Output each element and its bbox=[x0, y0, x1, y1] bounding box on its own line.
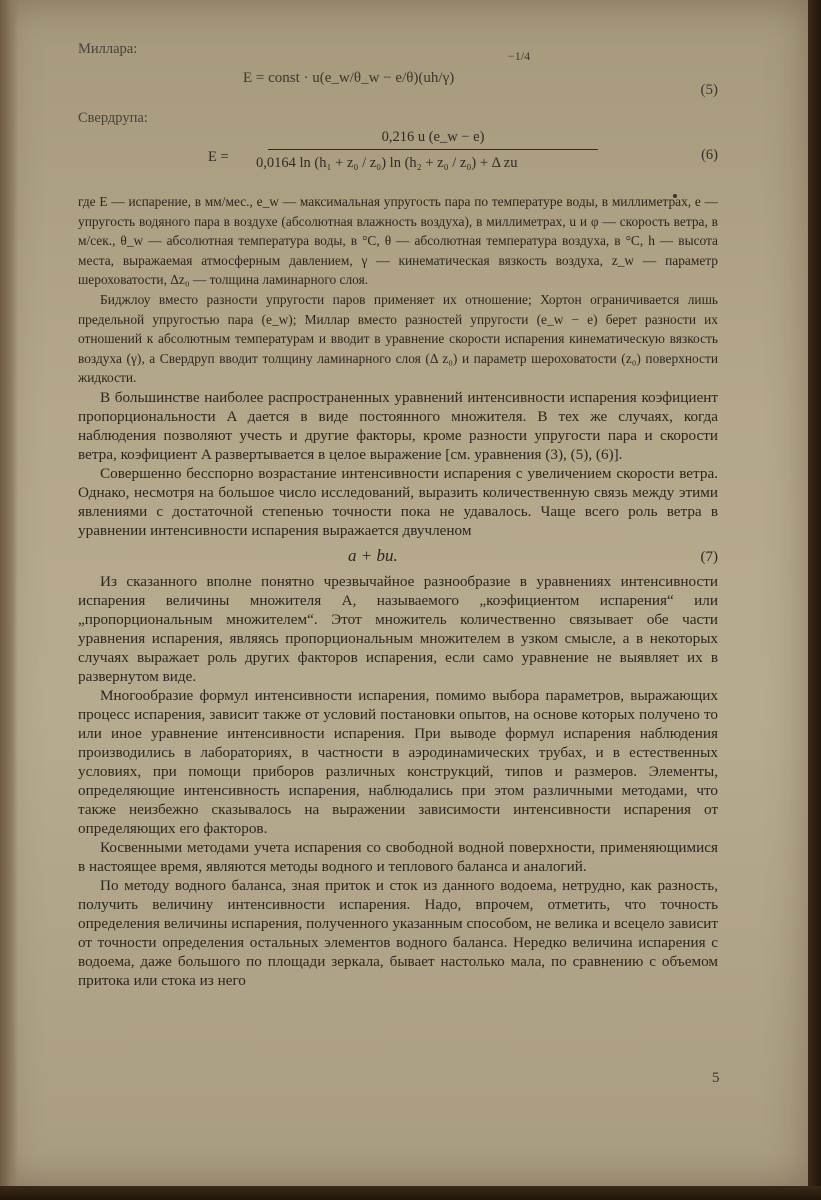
label-millar: Миллара: bbox=[78, 41, 138, 57]
formula-7-number: (7) bbox=[700, 548, 718, 565]
book-edge-bottom bbox=[0, 1186, 821, 1200]
formula-7-expression: a + bu. bbox=[348, 545, 398, 565]
paragraph-2: Совершенно бесспорно возрастание интенсивности испарения с увеличением скорости ветра. Однако, несмотря на большое число исследований, выразить количественную связь между этими явлениями с достаточной степенью точности пока не удавалось. Чаще всего роль ветра в уравнении интенсивности испарения выражается двучленом bbox=[78, 464, 718, 539]
formula-6-denominator: 0,0164 ln (h₁ + z₀ / z₀) ln (h₂ + z₀ / z₀) + Δ zu bbox=[256, 155, 518, 171]
book-edge-right bbox=[808, 0, 821, 1200]
paragraph-1: В большинстве наиболее распространенных уравнений интенсивности испарения коэфициент пропорциональности A дается в виде постоянного множителя. В тех же случаях, когда наблюдения позволяют учесть и другие факторы, кроме разности упругости пара и скорости ветра, коэфициент A развертывается в целое выражение [см. уравнения (3), (5), (6)]. bbox=[78, 388, 718, 463]
formula-7 bbox=[78, 544, 718, 570]
formula-6 bbox=[78, 128, 718, 192]
where-paragraph: где E — испарение, в мм/мес., e_w — максимальная упругость пара по температуре воды, в миллиметрах, e — упругость водяного пара в воздухе (абсолютная влажность воздуха), в миллиметрах, u и φ — скорость ветра, в м/сек., θ_w — абсолютная температура воды, в °C, θ — абсолютная температура воздуха, в °C, h — высота места, выражаемая атмосферным давлением, γ — кинематическая вязкость воздуха, z_w — параметр шероховатости, Δz₀ — толщина ламинарного слоя. bbox=[78, 194, 718, 288]
formula-6-numerator: 0,216 u (e_w − e) bbox=[268, 128, 598, 150]
formula-5-number: (5) bbox=[700, 82, 718, 98]
formula-6-lhs: E = bbox=[208, 149, 229, 165]
label-sverdrup: Свердрупа: bbox=[78, 110, 148, 126]
page-content bbox=[78, 40, 718, 990]
formula-5-exponent: −1/4 bbox=[508, 49, 531, 63]
formula-5-expression: E = const · u(e_w/θ_w − e/θ)(uh/γ) bbox=[243, 70, 455, 86]
page-number: 5 bbox=[712, 1070, 720, 1086]
paragraph-5: Косвенными методами учета испарения со свободной водной поверхности, применяющимися в настоящее время, являются методы водного и теплового баланса и аналогий. bbox=[78, 838, 718, 875]
paragraph-4: Многообразие формул интенсивности испарения, помимо выбора параметров, выражающих процесс испарения, зависит также от условий постановки опытов, на основе которых получено то или иное уравнение интенсивности испарения. При выводе формул испарения наблюдения производились в лабораториях, в частности в аэродинамических трубах, и в естественных условиях, при помощи приборов различных конструкций, типов и размеров. Элементы, определяющие интенсивность испарения, наблюдались при этом различными методами, что также неизбежно сказывалось на выражении зависимости интенсивности испарения от определяющих его факторов. bbox=[78, 686, 718, 837]
paragraph-6: По методу водного баланса, зная приток и сток из данного водоема, нетрудно, как разность, получить величину интенсивности испарения. Надо, впрочем, отметить, что точность определения величины испарения, полученного указанным способом, не велика и всецело зависит от точности определения остальных элементов водного баланса. Нередко величина испарения с водоема, даже большого по площади зеркала, бывает настолько мала, по сравнению с объемом притока или стока из него bbox=[78, 876, 718, 989]
bigelow-paragraph: Биджлоу вместо разности упругости паров применяет их отношение; Хортон ограничивается лишь предельной упругостью пара (e_w); Миллар вместо разностей упругости (e_w − e) берет разности их отношений к абсолютным температурам и вводит в уравнение скорости испарения кинематическую вязкость воздуха (γ), а Свердруп вводит толщину ламинарного слоя (Δ z₀) и параметр шероховатости (z₀) поверхности жидкости. bbox=[78, 291, 718, 386]
paragraph-3: Из сказанного вполне понятно чрезвычайное разнообразие в уравнениях интенсивности испарения величины множителя A, называемого „коэфициентом испарения“ или „пропорциональным множителем“. Этот множитель количественно связывает обе части уравнения испарения, являясь пропорциональным множителем в узком смысле, а в некоторых случаях выражает роль других факторов испарения, если само уравнение не выявляет их в развернутом виде. bbox=[78, 572, 718, 685]
page-spine-shadow bbox=[0, 0, 18, 1186]
formula-6-number: (6) bbox=[701, 147, 718, 163]
